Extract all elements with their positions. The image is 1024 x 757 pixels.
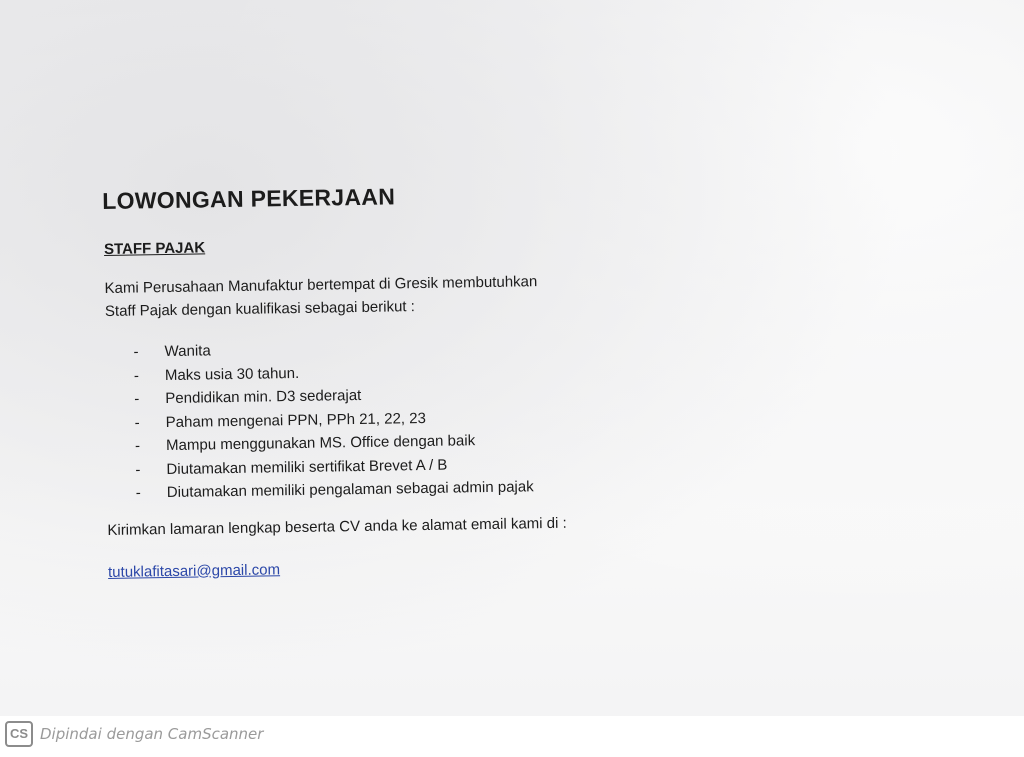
intro-paragraph: [104, 267, 724, 323]
requirement-text: Maks usia 30 tahun.: [164, 364, 300, 384]
bullet-dash: -: [133, 343, 139, 361]
intro-line: Kami Perusahaan Manufaktur bertempat di Gresik membutuhkan: [104, 273, 538, 297]
intro-line: Staff Pajak dengan kualifikasi sebagai berikut :: [104, 298, 415, 320]
watermark-text: Dipindai dengan CamScanner: [40, 725, 264, 743]
requirement-text: Diutamakan memiliki pengalaman sebagai admin pajak: [166, 478, 534, 502]
bullet-dash: -: [133, 366, 140, 385]
requirement-text: Diutamakan memiliki sertifikat Brevet A / B: [166, 456, 448, 478]
requirement-text: Pendidikan min. D3 sederajat: [165, 386, 362, 408]
position-heading: STAFF PAJAK: [103, 239, 206, 258]
bullet-dash: -: [134, 437, 141, 455]
requirements-list: [104, 331, 727, 505]
closing-instruction: Kirimkan lamaran lengkap beserta CV anda ke alamat email kami di :: [107, 514, 567, 539]
bullet-dash: -: [135, 484, 141, 502]
document-title: LOWONGAN PEKERJAAN: [102, 183, 396, 214]
job-posting-document: [102, 176, 728, 583]
camscanner-logo-icon: CS: [5, 721, 33, 747]
bullet-dash: -: [135, 460, 141, 479]
bullet-dash: -: [134, 390, 140, 408]
requirement-text: Wanita: [164, 342, 211, 361]
requirement-text: Mampu menggunakan MS. Office dengan baik: [165, 432, 476, 455]
scanner-watermark-bar: [0, 716, 1024, 757]
bullet-dash: -: [134, 413, 140, 432]
email-link[interactable]: tutuklafitasari@gmail.com: [107, 560, 281, 581]
requirement-text: Paham mengenai PPN, PPh 21, 22, 23: [165, 409, 426, 431]
